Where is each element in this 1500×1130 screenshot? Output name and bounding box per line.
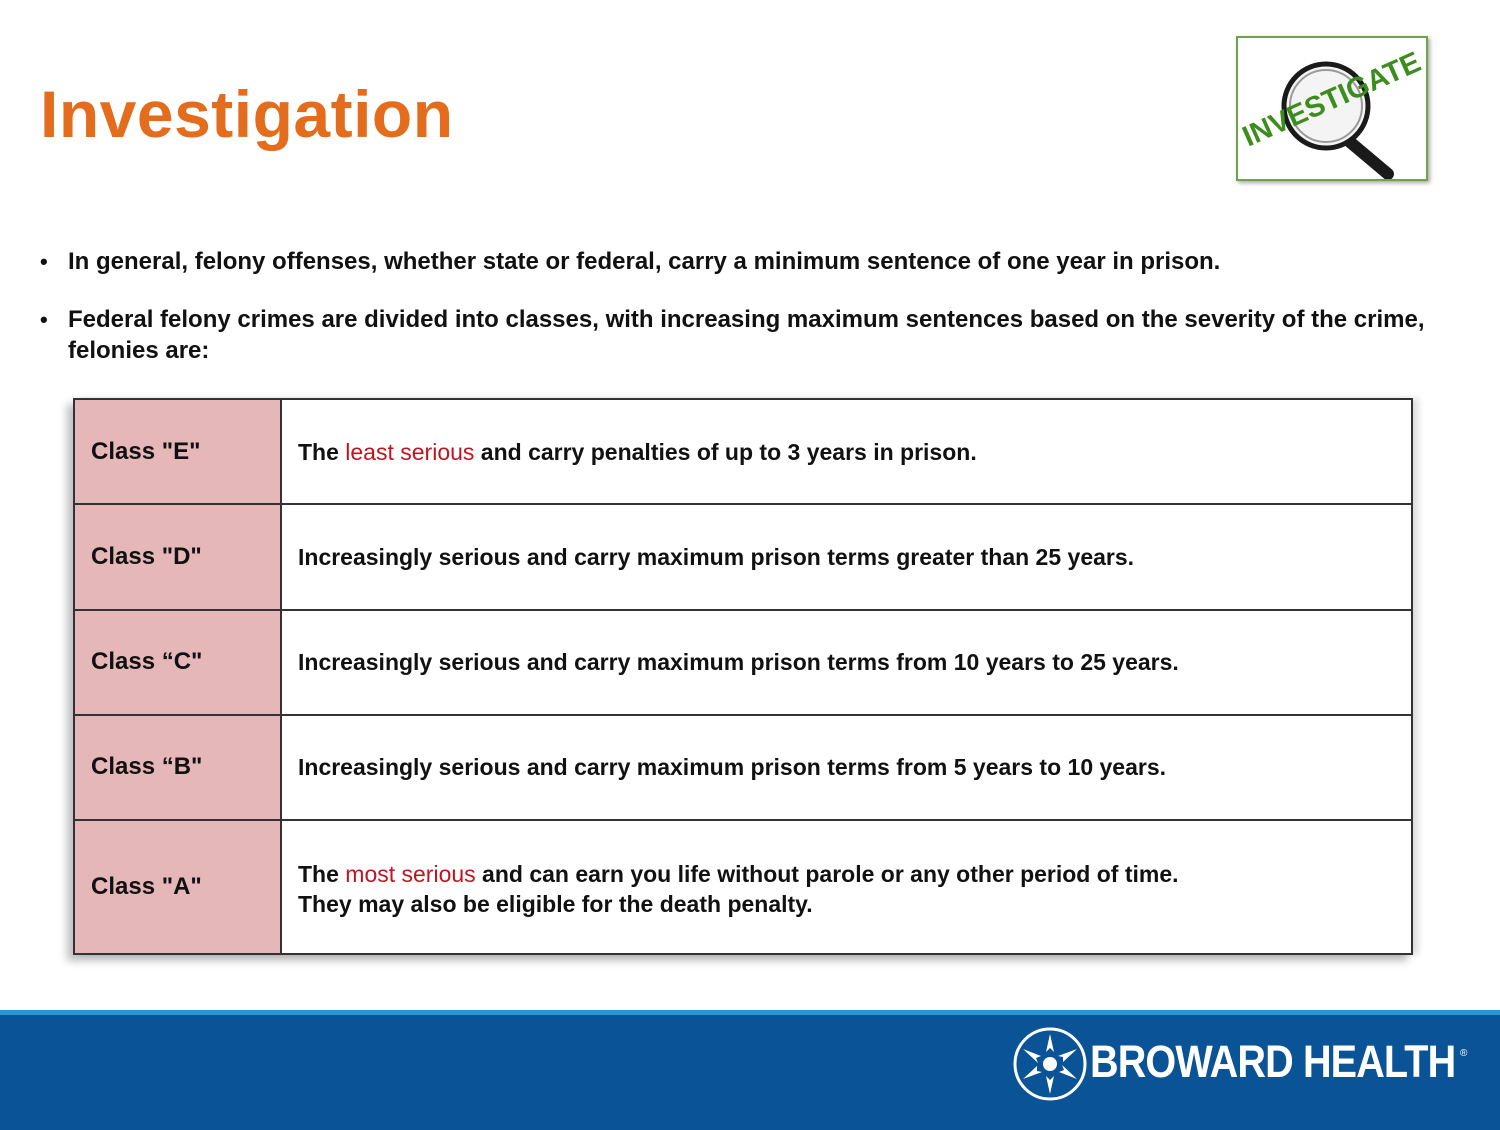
- star-icon: [1012, 1022, 1088, 1106]
- registered-mark: ®: [1460, 1048, 1468, 1059]
- table-row: [74, 610, 1412, 715]
- class-label: Class "A": [74, 820, 281, 954]
- logo-text: INVESTIGATE: [1238, 46, 1426, 154]
- highlight-text: most serious: [345, 860, 476, 887]
- table-row: [74, 820, 1412, 954]
- felony-class-table: [73, 398, 1413, 955]
- brand-name: BROWARD HEALTH: [1090, 1036, 1456, 1087]
- class-description: The most serious and can earn you life without parole or any other period of time. They may also be eligible for the death penalty.: [281, 820, 1412, 954]
- class-label: Class “C": [74, 610, 281, 715]
- class-description: Increasingly serious and carry maximum prison terms from 10 years to 25 years.: [281, 610, 1412, 715]
- class-label: Class “B": [74, 715, 281, 820]
- broward-health-logo: [1012, 1022, 1482, 1108]
- table-row: [74, 715, 1412, 820]
- bullet-dot-icon: •: [40, 249, 48, 274]
- class-label: Class "D": [74, 504, 281, 609]
- class-label: Class "E": [74, 399, 281, 504]
- investigate-logo: [1236, 36, 1428, 181]
- bullet-list: [40, 246, 1450, 393]
- bullet-item: • Federal felony crimes are divided into classes, with increasing maximum sentences based on the severity of the crime, felonies are:: [40, 306, 1425, 364]
- class-description: The least serious and carry penalties of up to 3 years in prison.: [281, 399, 1412, 504]
- bullet-dot-icon: •: [40, 307, 48, 332]
- table-row: [74, 504, 1412, 609]
- bullet-item: • In general, felony offenses, whether state or federal, carry a minimum sentence of one year in prison.: [40, 248, 1221, 275]
- class-description: Increasingly serious and carry maximum prison terms greater than 25 years.: [281, 504, 1412, 609]
- slide-title: Investigation: [40, 77, 454, 151]
- magnifier-icon: [1238, 38, 1426, 179]
- highlight-text: least serious: [345, 438, 475, 465]
- table-row: [74, 399, 1412, 504]
- class-description: Increasingly serious and carry maximum prison terms from 5 years to 10 years.: [281, 715, 1412, 820]
